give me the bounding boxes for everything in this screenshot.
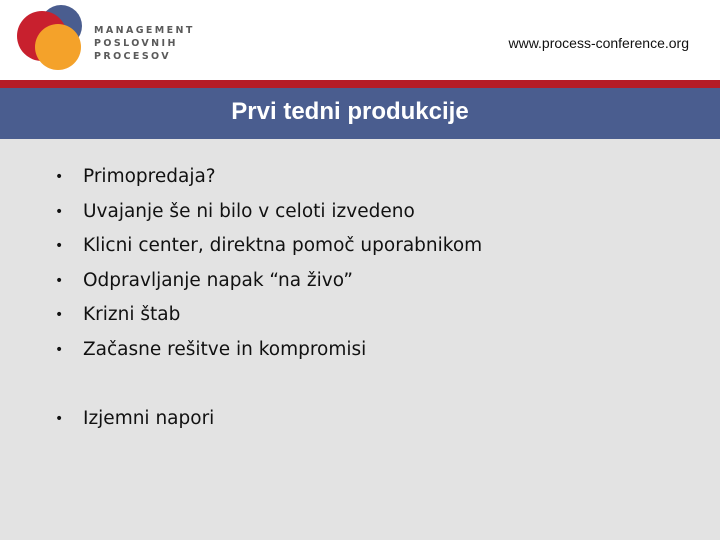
bullet-icon: • [55,238,64,254]
bullet-text: Krizni štab [83,304,181,325]
logo-wordmark [94,24,195,63]
bullet-text: Začasne rešitve in kompromisi [83,338,367,360]
accent-strip [0,80,720,88]
logo-line: POSLOVNIH [94,38,178,49]
logo-line: PROCESOV [94,51,172,62]
bullet-text: Uvajanje še ni bilo v celoti izvedeno [83,200,415,222]
logo-line: MANAGEMENT [94,25,195,36]
bullet-icon: • [55,203,64,220]
conference-url: www.process-conference.org [508,35,689,51]
bullet-icon: • [55,341,64,358]
bullet-icon: • [55,272,64,289]
bullet-icon: • [55,307,64,323]
bullet-icon: • [55,411,64,427]
bullet-text: Odpravljanje napak “na živo” [83,269,353,291]
bullet-text: Klicni center, direktna pomoč uporabnikom [83,235,483,256]
slide-header [0,0,720,80]
bullet-text: Primopredaja? [83,166,216,187]
bullet-icon: • [55,169,64,185]
logo-circles-icon [14,2,94,74]
bullet-text: Izjemni napori [83,408,215,429]
slide-title: Prvi tedni produkcije [231,98,469,125]
